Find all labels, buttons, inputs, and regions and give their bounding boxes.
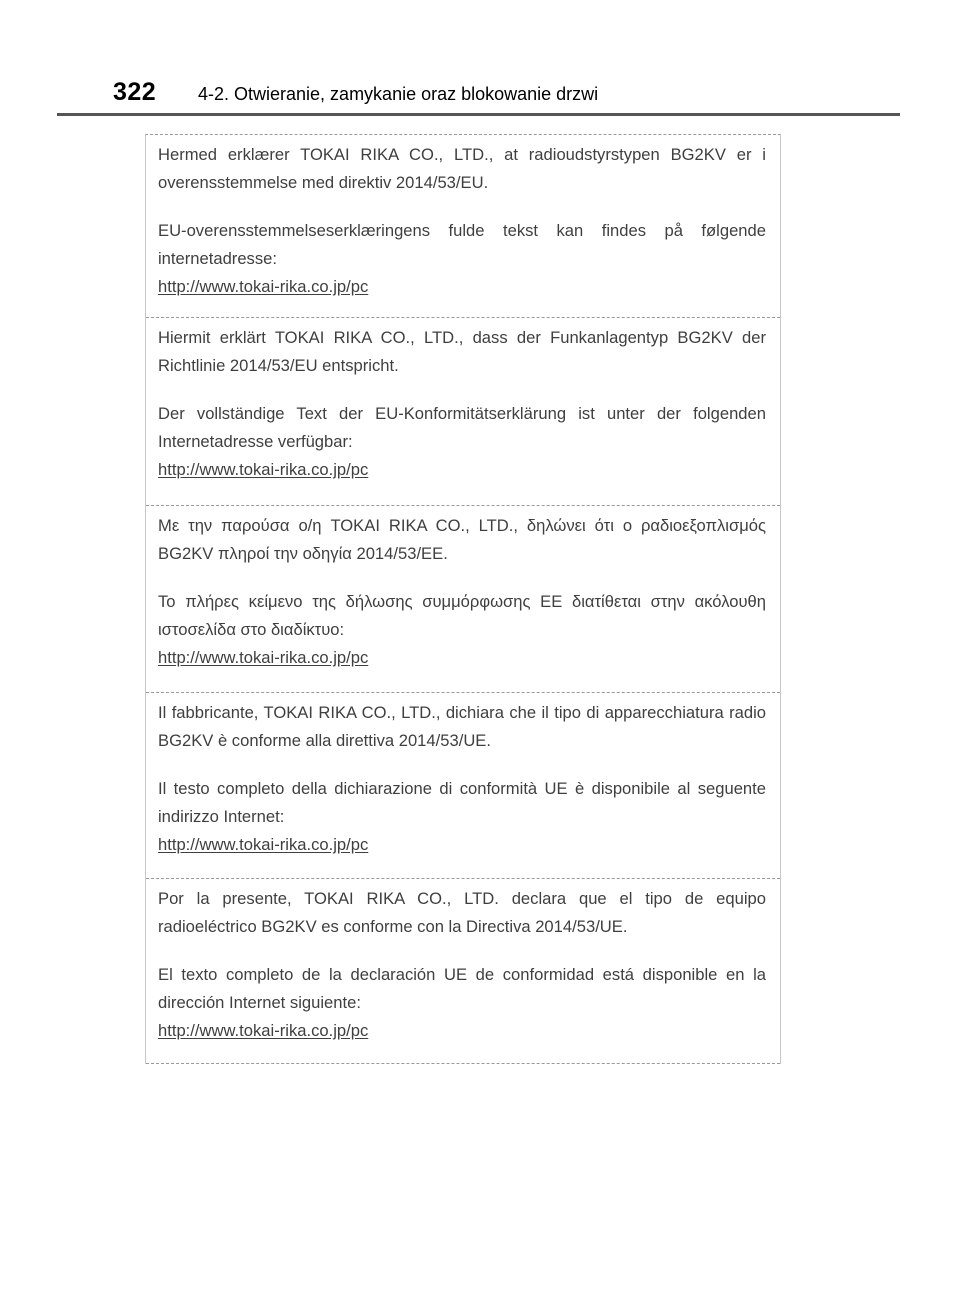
declaration-url-link[interactable]: http://www.tokai-rika.co.jp/pc	[158, 460, 369, 479]
page-header	[0, 0, 960, 116]
chapter-title: 4-2. Otwieranie, zamykanie oraz blokowanie drzwi	[198, 84, 599, 104]
header-divider	[57, 113, 900, 116]
declaration-availability: EU-overensstemmelseserklæringens fulde tekst kan findes på følgende internetadresse:	[158, 221, 766, 268]
declaration-url-link[interactable]: http://www.tokai-rika.co.jp/pc	[158, 835, 369, 854]
declaration-danish	[146, 135, 780, 318]
declaration-greek	[146, 506, 780, 693]
declaration-statement: Hiermit erklärt TOKAI RIKA CO., LTD., dass der Funkanlagentyp BG2KV der Richtlinie 2014/53/EU entspricht.	[158, 328, 766, 375]
declaration-spanish	[146, 879, 780, 1064]
declaration-url-link[interactable]: http://www.tokai-rika.co.jp/pc	[158, 648, 369, 667]
declaration-availability: Το πλήρες κείμενο της δήλωσης συμμόρφωσης ΕΕ διατίθεται στην ακόλουθη ιστοσελίδα στο διαδίκτυο:	[158, 592, 766, 639]
page-number: 322	[113, 78, 157, 106]
declaration-availability: Il testo completo della dichiarazione di conformità UE è disponibile al seguente indirizzo Internet:	[158, 779, 766, 826]
declaration-statement: Hermed erklærer TOKAI RIKA CO., LTD., at radioudstyrstypen BG2KV er i overensstemmelse med direktiv 2014/53/EU.	[158, 145, 766, 192]
declaration-url-link[interactable]: http://www.tokai-rika.co.jp/pc	[158, 1021, 369, 1040]
declaration-german	[146, 318, 780, 506]
declaration-statement: Por la presente, TOKAI RIKA CO., LTD. declara que el tipo de equipo radioeléctrico BG2KV es conforme con la Directiva 2014/53/UE.	[158, 889, 766, 936]
declaration-availability: Der vollständige Text der EU-Konformitätserklärung ist unter der folgenden Internetadresse verfügbar:	[158, 404, 766, 451]
declaration-url-link[interactable]: http://www.tokai-rika.co.jp/pc	[158, 277, 369, 296]
declaration-statement: Il fabbricante, TOKAI RIKA CO., LTD., dichiara che il tipo di apparecchiatura radio BG2KV è conforme alla direttiva 2014/53/UE.	[158, 703, 766, 750]
declaration-availability: El texto completo de la declaración UE de conformidad está disponible en la dirección Internet siguiente:	[158, 965, 766, 1012]
declaration-table	[145, 134, 781, 1064]
declaration-statement: Με την παρούσα ο/η TOKAI RIKA CO., LTD., δηλώνει ότι ο ραδιοεξοπλισμός BG2KV πληροί την οδηγία 2014/53/ΕΕ.	[158, 516, 766, 563]
declaration-italian	[146, 693, 780, 879]
